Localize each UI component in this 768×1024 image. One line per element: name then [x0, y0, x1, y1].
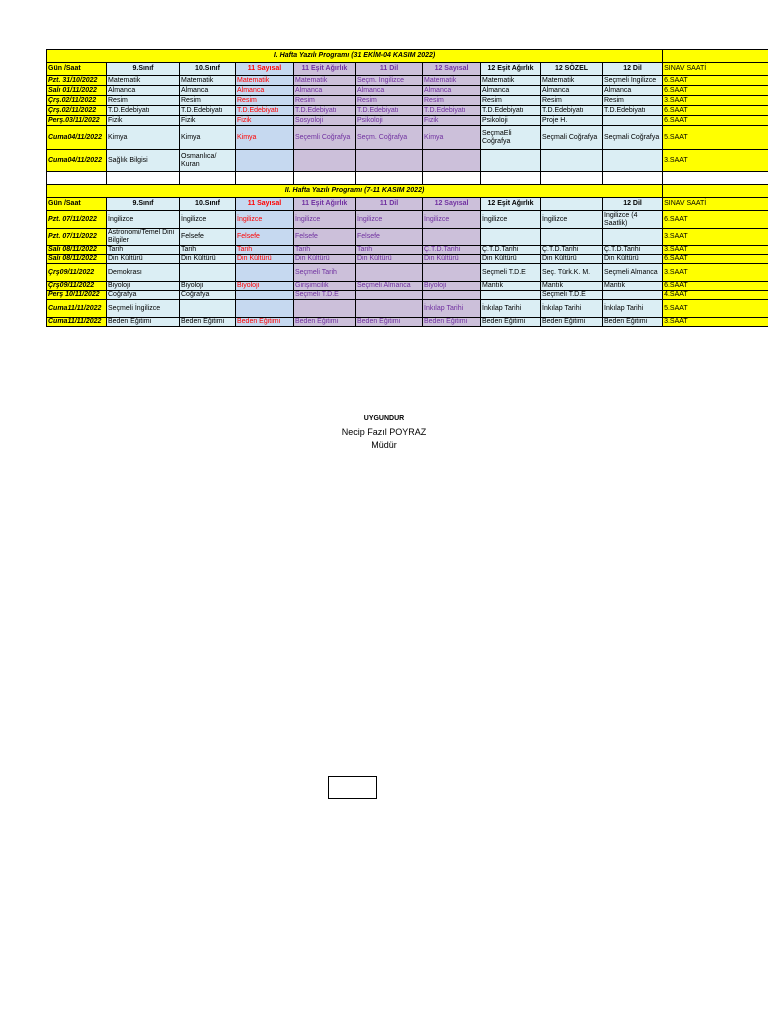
subject-cell: Din Kültürü	[107, 255, 180, 264]
subject-cell: İnkılap Tarihi	[423, 300, 481, 318]
subject-cell: İngilizce	[236, 211, 294, 229]
subject-cell: Biyoloji	[236, 282, 294, 291]
subject-cell: Beden Eğitimi	[294, 318, 356, 327]
week2-header-cell: 11 Sayısal	[236, 198, 294, 211]
date-cell: Cuma11/11/2022	[47, 318, 107, 327]
subject-cell	[236, 291, 294, 300]
subject-cell: T.D.Edebiyatı	[356, 106, 423, 116]
spacer-cell	[107, 172, 180, 185]
principal-name: Necip Fazıl POYRAZ	[341, 427, 427, 437]
subject-cell: İnkılap Tarihi	[541, 300, 603, 318]
week1-header-cell: 11 Eşit Ağırlık	[294, 63, 356, 76]
week2-header-cell: 12 Eşit Ağırlık	[481, 198, 541, 211]
week2-header-cell	[541, 198, 603, 211]
subject-cell: Seç. Türk.K. M.	[541, 264, 603, 282]
week2-row	[47, 246, 768, 255]
subject-cell: Seçm. Coğrafya	[356, 126, 423, 150]
subject-cell: Almanca	[107, 86, 180, 96]
subject-cell: T.D.Edebiyatı	[603, 106, 663, 116]
schedule-body	[47, 50, 768, 327]
spacer-cell	[423, 172, 481, 185]
subject-cell: Tarih	[180, 246, 236, 255]
subject-cell	[423, 291, 481, 300]
subject-cell	[603, 291, 663, 300]
subject-cell	[603, 116, 663, 126]
subject-cell: Kimya	[423, 126, 481, 150]
subject-cell: Almanca	[423, 86, 481, 96]
subject-cell: Resim	[603, 96, 663, 106]
date-cell: Pzt. 07/11/2022	[47, 229, 107, 246]
subject-cell	[356, 264, 423, 282]
week2-header-cell: Gün /Saat	[47, 198, 107, 211]
exam-hour-cell: 3.SAAT	[663, 264, 768, 282]
subject-cell: Matematik	[180, 76, 236, 86]
week2-title-row	[47, 185, 768, 198]
subject-cell	[236, 300, 294, 318]
subject-cell: Kimya	[236, 126, 294, 150]
subject-cell: İngilizce (4 Saatlik)	[603, 211, 663, 229]
week1-header-cell: 12 Sayısal	[423, 63, 481, 76]
subject-cell: Psikoloji	[356, 116, 423, 126]
subject-cell	[236, 150, 294, 172]
subject-cell: Biyoloji	[107, 282, 180, 291]
week1-title-row	[47, 50, 768, 63]
subject-cell: Resim	[236, 96, 294, 106]
subject-cell: Fizik	[180, 116, 236, 126]
week2-row	[47, 264, 768, 282]
subject-cell: İngilizce	[107, 211, 180, 229]
subject-cell: Mantık	[603, 282, 663, 291]
subject-cell: T.D.Edebiyatı	[180, 106, 236, 116]
week1-header-cell: 12 Dil	[603, 63, 663, 76]
empty-box	[328, 776, 377, 799]
exam-hour-cell: 6.SAAT	[663, 106, 768, 116]
subject-cell: Sağlık Bilgisi	[107, 150, 180, 172]
subject-cell: Felsefe	[294, 229, 356, 246]
subject-cell	[541, 229, 603, 246]
subject-cell: Felsefe	[236, 229, 294, 246]
exam-hour-cell: 5.SAAT	[663, 300, 768, 318]
date-cell: Çrş.02/11/2022	[47, 106, 107, 116]
subject-cell: Resim	[481, 96, 541, 106]
week2-row	[47, 291, 768, 300]
subject-cell: Sosyoloji	[294, 116, 356, 126]
spacer-cell	[180, 172, 236, 185]
subject-cell	[180, 300, 236, 318]
spacer-cell	[294, 172, 356, 185]
title-corner-cell	[663, 185, 768, 198]
subject-cell	[481, 150, 541, 172]
subject-cell: Tarih	[107, 246, 180, 255]
subject-cell: Seçemli Coğrafya	[294, 126, 356, 150]
subject-cell	[481, 229, 541, 246]
subject-cell: Din Kültürü	[481, 255, 541, 264]
subject-cell: Din Kültürü	[180, 255, 236, 264]
subject-cell: Almanca	[294, 86, 356, 96]
subject-cell	[356, 150, 423, 172]
subject-cell: Tarih	[356, 246, 423, 255]
subject-cell: Psikoloji	[481, 116, 541, 126]
exam-schedule-table	[46, 49, 768, 327]
week2-row	[47, 282, 768, 291]
approval-text: UYGUNDUR	[363, 415, 405, 422]
date-cell: Salı 08/11/2022	[47, 246, 107, 255]
subject-cell: Seçmeli T.D.E	[481, 264, 541, 282]
title-corner-cell	[663, 50, 768, 63]
subject-cell	[356, 291, 423, 300]
exam-hour-cell: 6.SAAT	[663, 282, 768, 291]
exam-hour-cell: 6.SAAT	[663, 211, 768, 229]
subject-cell	[180, 264, 236, 282]
subject-cell: İngilizce	[294, 211, 356, 229]
subject-cell: İngilizce	[481, 211, 541, 229]
subject-cell: Resim	[294, 96, 356, 106]
subject-cell: Seçmeli İngilizce	[603, 76, 663, 86]
subject-cell: Kimya	[107, 126, 180, 150]
subject-cell: Mantık	[481, 282, 541, 291]
subject-cell	[603, 150, 663, 172]
subject-cell: Astronomi/Temel Dini Bilgiler	[107, 229, 180, 246]
date-cell: Cuma11/11/2022	[47, 300, 107, 318]
date-cell: Perş.03/11/2022	[47, 116, 107, 126]
spacer-cell	[236, 172, 294, 185]
subject-cell: Ç.T.D.Tarihi	[603, 246, 663, 255]
subject-cell: Demokrası	[107, 264, 180, 282]
subject-cell: Seçmeli İngilizce	[107, 300, 180, 318]
week2-header-cell: 9.Sınıf	[107, 198, 180, 211]
date-cell: Pzt. 07/11/2022	[47, 211, 107, 229]
subject-cell: Din Kültürü	[603, 255, 663, 264]
exam-hour-cell: 3.SAAT	[663, 150, 768, 172]
subject-cell: İnkılap Tarihi	[481, 300, 541, 318]
subject-cell: Seçmeli Almanca	[356, 282, 423, 291]
week2-title: II. Hafta Yazılı Programı (7-11 KASIM 2022)	[47, 185, 663, 198]
exam-hour-cell: 6.SAAT	[663, 86, 768, 96]
week1-header-cell: 12 Eşit Ağırlık	[481, 63, 541, 76]
subject-cell: Din Kültürü	[423, 255, 481, 264]
subject-cell	[423, 229, 481, 246]
week1-header-cell: Gün /Saat	[47, 63, 107, 76]
week2-row	[47, 318, 768, 327]
week1-header-cell: 12 SÖZEL	[541, 63, 603, 76]
subject-cell	[481, 291, 541, 300]
subject-cell	[541, 150, 603, 172]
subject-cell: Ç.T.D.Tarihi	[541, 246, 603, 255]
subject-cell: Seçmali Coğrafya	[541, 126, 603, 150]
subject-cell: Ç.T.D.Tarihi	[423, 246, 481, 255]
subject-cell: Almanca	[481, 86, 541, 96]
week2-header-cell: 11 Eşit Ağırlık	[294, 198, 356, 211]
week2-row	[47, 211, 768, 229]
date-cell: Salı 08/11/2022	[47, 255, 107, 264]
exam-hour-cell: 6.SAAT	[663, 76, 768, 86]
week2-row	[47, 300, 768, 318]
subject-cell: Almanca	[541, 86, 603, 96]
subject-cell: Din Kültürü	[294, 255, 356, 264]
subject-cell: T.D.Edebiyatı	[541, 106, 603, 116]
subject-cell: Osmanlıca/ Kuran	[180, 150, 236, 172]
exam-hour-cell: 3.SAAT	[663, 246, 768, 255]
subject-cell: Beden Eğitimi	[107, 318, 180, 327]
exam-hour-cell: 3.SAAT	[663, 318, 768, 327]
principal-role: Müdür	[371, 440, 397, 450]
subject-cell: Din Kültürü	[236, 255, 294, 264]
subject-cell: Coğrafya	[180, 291, 236, 300]
week1-title: I. Hafta Yazılı Programı (31 EKİM-04 KASIM 2022)	[47, 50, 663, 63]
week2-header-cell: 12 Sayısal	[423, 198, 481, 211]
date-cell: Cuma04/11/2022	[47, 126, 107, 150]
subject-cell: Tarih	[294, 246, 356, 255]
subject-cell: Matematik	[541, 76, 603, 86]
subject-cell: İngilizce	[180, 211, 236, 229]
subject-cell: Matematik	[423, 76, 481, 86]
spacer-row	[47, 172, 768, 185]
week2-header-cell: SINAV SAATİ	[663, 198, 768, 211]
exam-hour-cell: 3.SAAT	[663, 96, 768, 106]
spacer-cell	[663, 172, 768, 185]
subject-cell	[356, 300, 423, 318]
subject-cell	[236, 264, 294, 282]
subject-cell: T.D.Edebiyatı	[294, 106, 356, 116]
week1-header-cell: 9.Sınıf	[107, 63, 180, 76]
subject-cell	[294, 300, 356, 318]
subject-cell: Fizik	[107, 116, 180, 126]
subject-cell: Biyoloji	[180, 282, 236, 291]
subject-cell	[423, 150, 481, 172]
date-cell: Çrş09/11/2022	[47, 282, 107, 291]
spacer-cell	[603, 172, 663, 185]
subject-cell: Coğrafya	[107, 291, 180, 300]
subject-cell: Matematik	[481, 76, 541, 86]
date-cell: Perş 10/11/2022	[47, 291, 107, 300]
subject-cell: Almanca	[236, 86, 294, 96]
week1-row	[47, 106, 768, 116]
subject-cell: İnkılap Tarihi	[603, 300, 663, 318]
subject-cell: Seçmeli T.D.E	[294, 291, 356, 300]
subject-cell: Fizik	[423, 116, 481, 126]
week2-row	[47, 229, 768, 246]
subject-cell	[294, 150, 356, 172]
exam-hour-cell: 6.SAAT	[663, 116, 768, 126]
subject-cell: İngilizce	[356, 211, 423, 229]
subject-cell: Felsefe	[356, 229, 423, 246]
subject-cell: Din Kültürü	[541, 255, 603, 264]
subject-cell: Beden Eğitimi	[541, 318, 603, 327]
exam-hour-cell: 5.SAAT	[663, 126, 768, 150]
subject-cell: Almanca	[356, 86, 423, 96]
subject-cell: Girişimcilik	[294, 282, 356, 291]
week1-header-cell: SINAV SAATİ	[663, 63, 768, 76]
subject-cell: Beden Eğitimi	[603, 318, 663, 327]
week1-row	[47, 116, 768, 126]
week2-header-cell: 10.Sınıf	[180, 198, 236, 211]
spacer-cell	[481, 172, 541, 185]
subject-cell: Almanca	[603, 86, 663, 96]
date-cell: Çrş09/11/2022	[47, 264, 107, 282]
week1-row	[47, 126, 768, 150]
subject-cell: Resim	[107, 96, 180, 106]
subject-cell: Fizik	[236, 116, 294, 126]
week1-row	[47, 96, 768, 106]
subject-cell: Beden Eğitimi	[236, 318, 294, 327]
subject-cell: Ç.T.D.Tarihi	[481, 246, 541, 255]
subject-cell: Beden Eğitimi	[180, 318, 236, 327]
week2-header-cell: 11 Dil	[356, 198, 423, 211]
date-cell: Çrş.02/11/2022	[47, 96, 107, 106]
subject-cell: Proje H.	[541, 116, 603, 126]
week1-row	[47, 86, 768, 96]
subject-cell: T.D.Edebiyatı	[236, 106, 294, 116]
subject-cell: Seçmeli T.D.E	[541, 291, 603, 300]
subject-cell: Almanca	[180, 86, 236, 96]
spacer-cell	[541, 172, 603, 185]
subject-cell: Beden Eğitimi	[423, 318, 481, 327]
subject-cell: Din Kültürü	[356, 255, 423, 264]
subject-cell: SeçmaEli Coğrafya	[481, 126, 541, 150]
subject-cell: Kimya	[180, 126, 236, 150]
subject-cell: Mantık	[541, 282, 603, 291]
subject-cell: Matematik	[294, 76, 356, 86]
subject-cell: Tarih	[236, 246, 294, 255]
subject-cell: T.D.Edebiyatı	[107, 106, 180, 116]
subject-cell: Resim	[356, 96, 423, 106]
subject-cell	[603, 229, 663, 246]
week1-header-cell: 10.Sınıf	[180, 63, 236, 76]
date-cell: Salı 01/11/2022	[47, 86, 107, 96]
date-cell: Cuma04/11/2022	[47, 150, 107, 172]
subject-cell	[423, 264, 481, 282]
subject-cell: Biyoloji	[423, 282, 481, 291]
exam-hour-cell: 3.SAAT	[663, 229, 768, 246]
subject-cell: İngilizce	[541, 211, 603, 229]
subject-cell: Seçmali Coğrafya	[603, 126, 663, 150]
date-cell: Pzt. 31/10/2022	[47, 76, 107, 86]
subject-cell: Seçmeli Tarih	[294, 264, 356, 282]
subject-cell: Resim	[541, 96, 603, 106]
subject-cell: Beden Eğitimi	[481, 318, 541, 327]
week1-header-cell: 11 Sayısal	[236, 63, 294, 76]
subject-cell: Seçmeli Almanca	[603, 264, 663, 282]
week1-header-cell: 11 Dil	[356, 63, 423, 76]
subject-cell: Beden Eğitimi	[356, 318, 423, 327]
week2-header-row	[47, 198, 768, 211]
week2-header-cell: 12 Dil	[603, 198, 663, 211]
exam-hour-cell: 4.SAAT	[663, 291, 768, 300]
subject-cell: Seçm. İngilizce	[356, 76, 423, 86]
subject-cell: Matematik	[236, 76, 294, 86]
subject-cell: İngilizce	[423, 211, 481, 229]
week1-row	[47, 150, 768, 172]
subject-cell: Resim	[423, 96, 481, 106]
subject-cell: Matematik	[107, 76, 180, 86]
spacer-cell	[47, 172, 107, 185]
subject-cell: T.D.Edebiyatı	[481, 106, 541, 116]
spacer-cell	[356, 172, 423, 185]
subject-cell: Resim	[180, 96, 236, 106]
subject-cell: Felsefe	[180, 229, 236, 246]
week2-row	[47, 255, 768, 264]
subject-cell: T.D.Edebiyatı	[423, 106, 481, 116]
week1-row	[47, 76, 768, 86]
week1-header-row	[47, 63, 768, 76]
exam-hour-cell: 6.SAAT	[663, 255, 768, 264]
